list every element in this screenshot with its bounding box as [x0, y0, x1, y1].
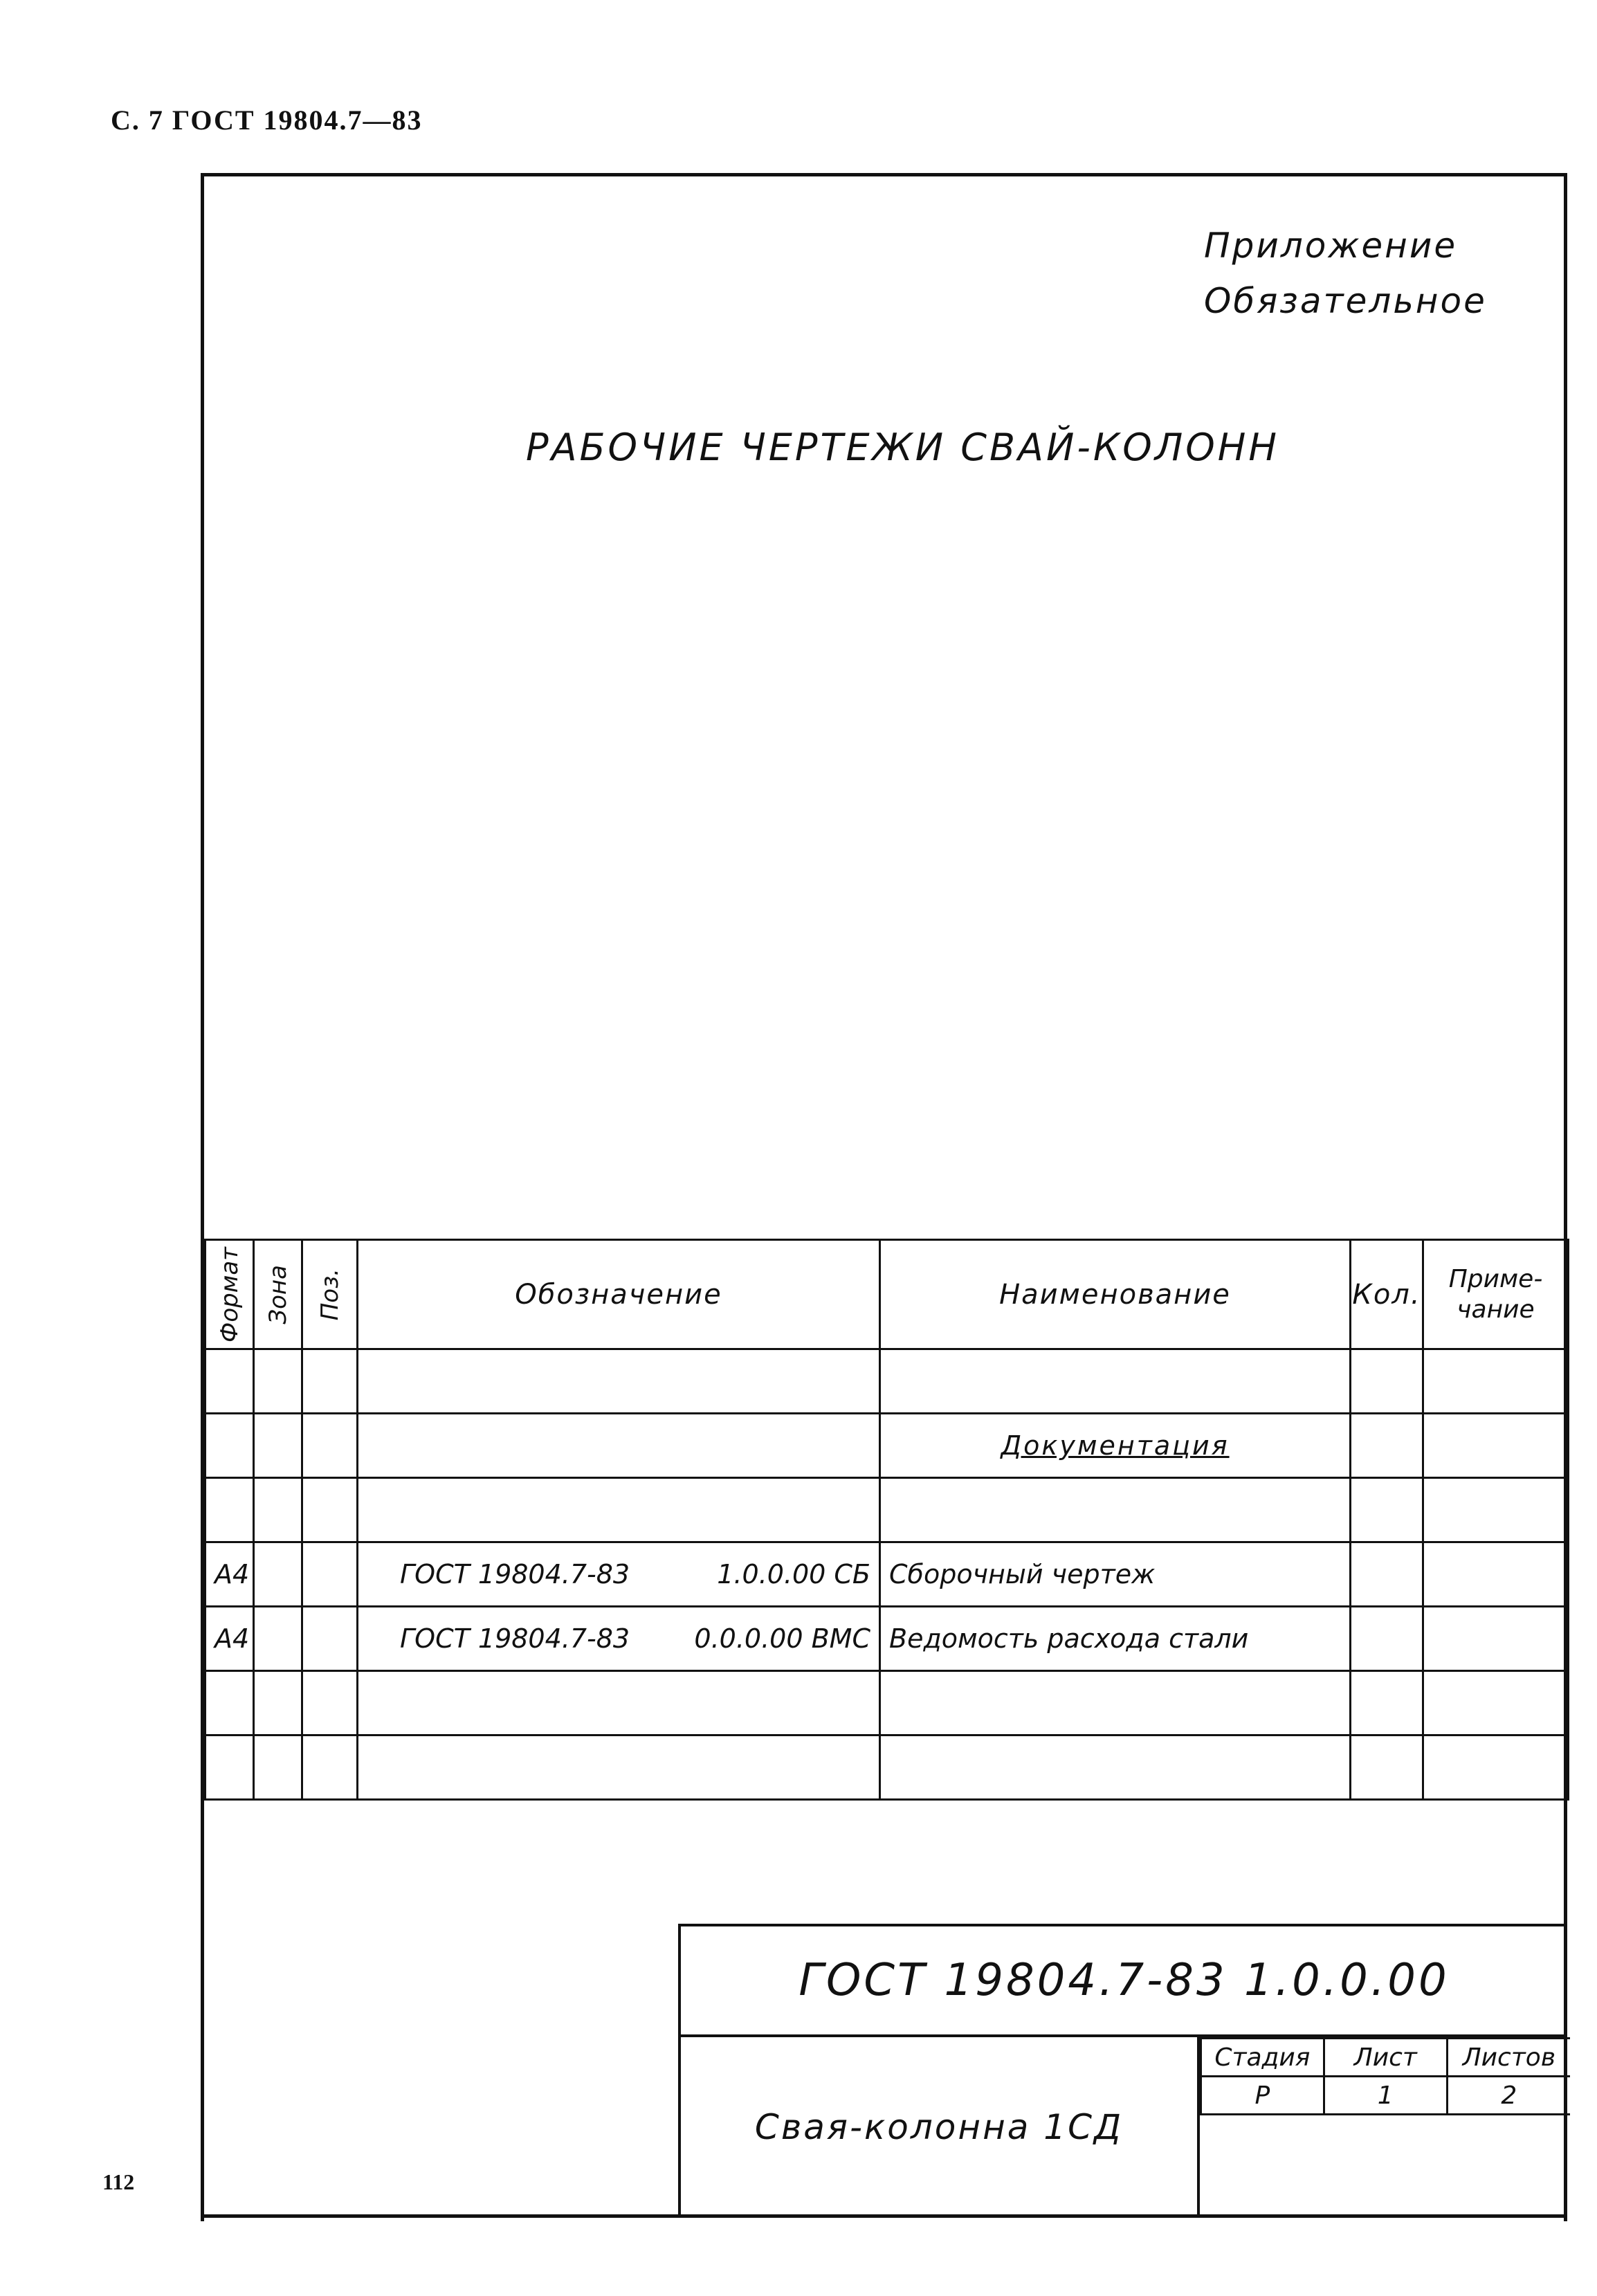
title-block: [678, 1924, 1567, 2214]
row-designation-suffix: 1.0.0.00 СБ: [717, 1559, 870, 1589]
row-designation-code: ГОСТ 19804.7-83: [400, 1559, 630, 1589]
row-format: А4: [206, 1607, 254, 1671]
header-designation: Обозначение: [358, 1240, 880, 1349]
title-block-item-name: Свая-колонна 1СД: [681, 2037, 1200, 2217]
row-name: Ведомость расхода стали: [880, 1607, 1351, 1671]
header-position: Поз.: [302, 1240, 358, 1349]
header-zone: Зона: [254, 1240, 302, 1349]
table-row-empty: [206, 1735, 1569, 1800]
appendix-line-2: Обязательное: [1204, 281, 1487, 321]
row-designation: [358, 1542, 880, 1607]
document-title: РАБОЧИЕ ЧЕРТЕЖИ СВАЙ-КОЛОНН: [526, 426, 1280, 469]
row-designation-code: ГОСТ 19804.7-83: [400, 1623, 630, 1654]
page-number: 112: [102, 2169, 135, 2194]
header-quantity: Кол.: [1351, 1240, 1423, 1349]
header-note-line-2: чание: [1457, 1295, 1535, 1324]
sheet-bottom-border: [201, 2214, 1567, 2218]
table-row-empty: [206, 1671, 1569, 1735]
sheets-value: 2: [1447, 2077, 1570, 2115]
header-note-line-1: Приме-: [1448, 1264, 1543, 1293]
spec-header-row: [206, 1240, 1569, 1349]
title-block-code: ГОСТ 19804.7-83 1.0.0.00: [681, 1926, 1567, 2037]
table-row: [206, 1542, 1569, 1607]
specification-table: [204, 1239, 1569, 1801]
header-format: Формат: [206, 1240, 254, 1349]
stage-label: Стадия: [1201, 2039, 1324, 2077]
drawing-sheet: [201, 173, 1567, 2221]
title-block-sheet-info: [1200, 2037, 1570, 2115]
table-row-empty: [206, 1478, 1569, 1542]
page-header: С. 7 ГОСТ 19804.7—83: [111, 104, 423, 136]
appendix-note: [1204, 218, 1487, 329]
row-designation: [358, 1607, 880, 1671]
table-row-section: [206, 1414, 1569, 1478]
sheet-label: Лист: [1324, 2039, 1447, 2077]
row-format: А4: [206, 1542, 254, 1607]
table-row-empty: [206, 1349, 1569, 1414]
header-name: Наименование: [880, 1240, 1351, 1349]
stage-value: Р: [1201, 2077, 1324, 2115]
row-name: Сборочный чертеж: [880, 1542, 1351, 1607]
row-designation-suffix: 0.0.0.00 ВМС: [694, 1623, 870, 1654]
header-note: [1423, 1240, 1569, 1349]
table-row: [206, 1607, 1569, 1671]
appendix-line-1: Приложение: [1204, 226, 1458, 266]
sheets-label: Листов: [1447, 2039, 1570, 2077]
sheet-value: 1: [1324, 2077, 1447, 2115]
section-title: Документация: [880, 1414, 1351, 1478]
